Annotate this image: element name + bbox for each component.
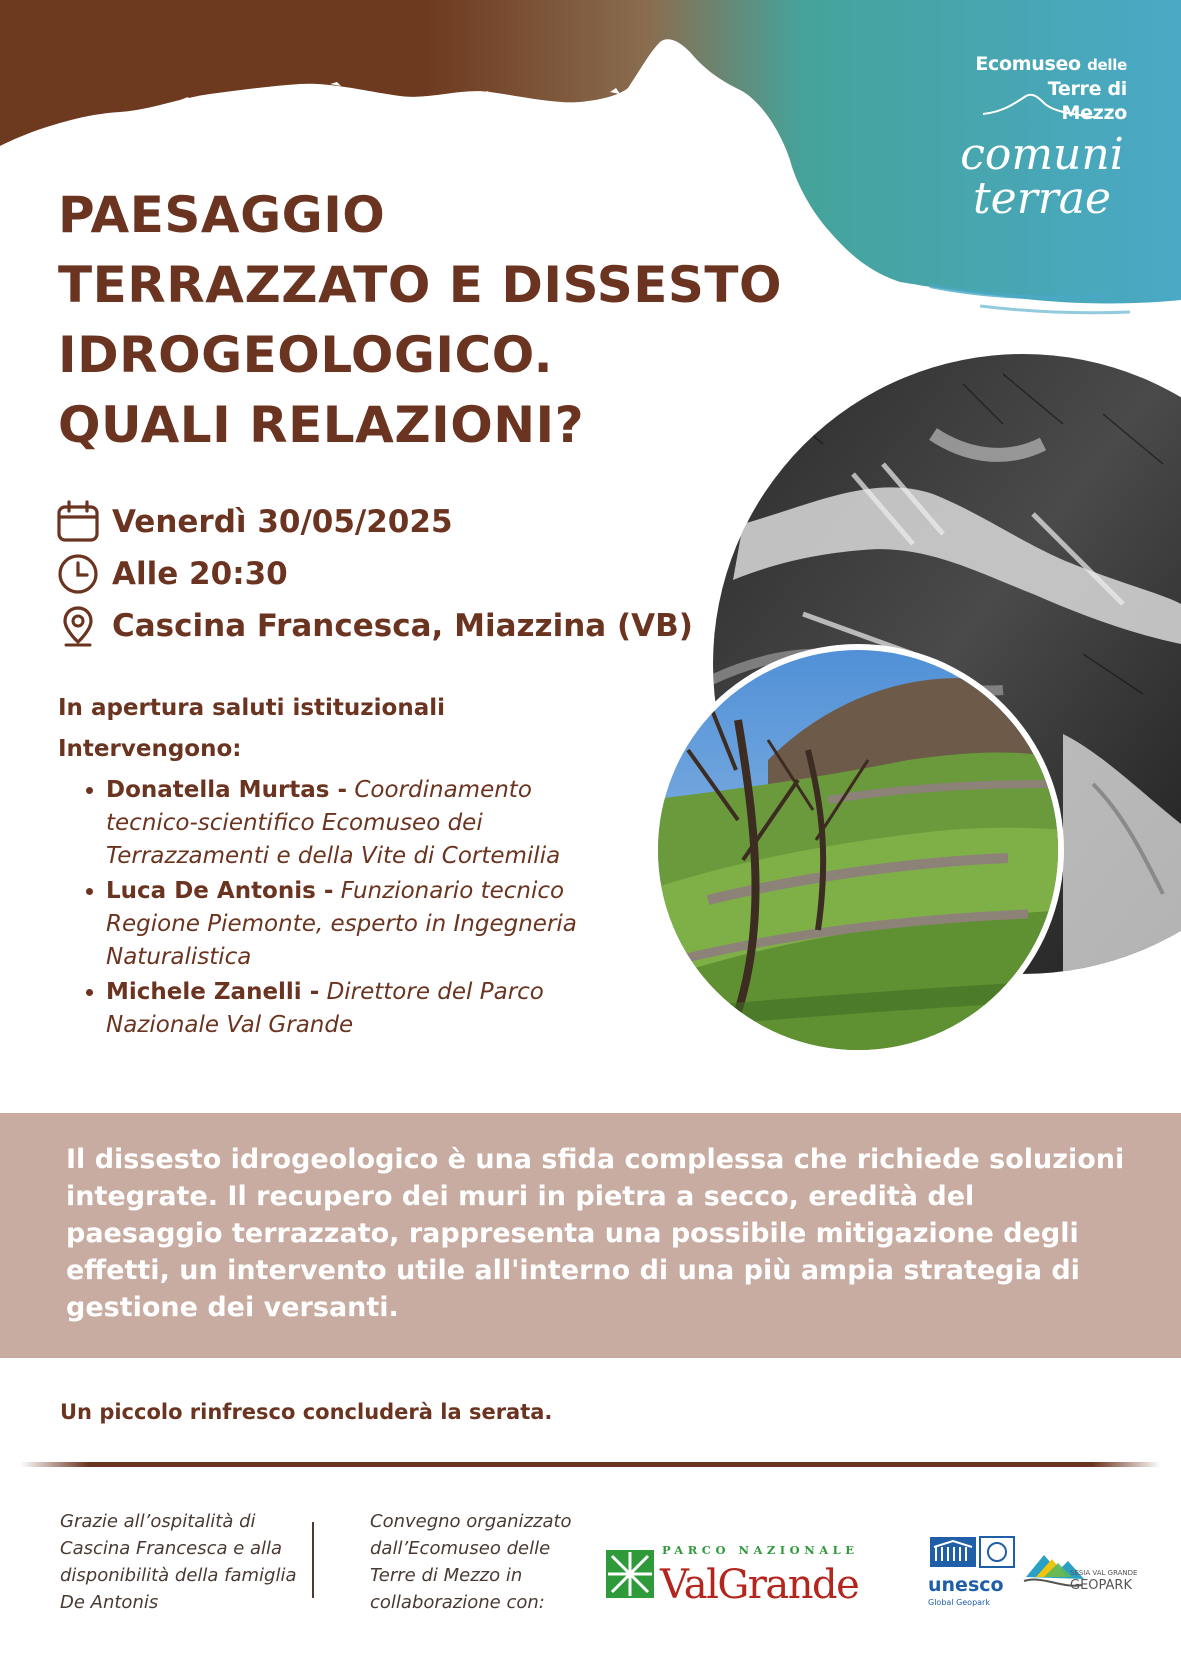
opening-text: In apertura saluti istituzionali bbox=[58, 695, 446, 721]
valgrande-top-text: PARCO NAZIONALE bbox=[662, 1543, 859, 1557]
event-time-text: Alle 20:30 bbox=[112, 556, 288, 592]
logo-text-2: Terre di bbox=[1047, 78, 1127, 100]
event-date-text: Venerdì 30/05/2025 bbox=[112, 504, 453, 540]
speakers-list bbox=[58, 774, 618, 1042]
location-pin-icon bbox=[56, 604, 100, 648]
event-info bbox=[56, 496, 693, 652]
unesco-logo bbox=[926, 1535, 1036, 1611]
terraces-photo bbox=[648, 640, 1068, 1060]
speaker-name: Michele Zanelli - bbox=[106, 979, 320, 1005]
event-date bbox=[56, 496, 693, 548]
event-location bbox=[56, 600, 693, 652]
logo-script-line-1: comuni bbox=[960, 129, 1124, 180]
logo-script bbox=[937, 129, 1127, 224]
closing-text: Un piccolo rinfresco concluderà la serata. bbox=[60, 1400, 553, 1424]
title-line-3: IDROGEOLOGICO. bbox=[58, 326, 554, 384]
speaker-role: Coordinamento tecnico-scientifico Ecomuseo dei Terrazzamenti e della Vite di Cortemilia bbox=[106, 777, 561, 869]
list-item bbox=[106, 976, 618, 1042]
logo-text: Ecomuseo bbox=[975, 53, 1081, 75]
event-location-text: Cascina Francesca, Miazzina (VB) bbox=[112, 608, 693, 644]
logo-script-line-2: terrae bbox=[972, 173, 1112, 224]
list-item bbox=[106, 774, 618, 873]
logo-mountain-icon bbox=[981, 84, 1101, 124]
speakers-heading: Intervengono: bbox=[58, 736, 242, 762]
program-section bbox=[58, 692, 618, 1044]
speaker-role: Direttore del Parco Nazionale Val Grande bbox=[106, 979, 544, 1038]
logo-text-3: Mezzo bbox=[1061, 102, 1127, 124]
speaker-role: Funzionario tecnico Regione Piemonte, esperto in Ingegneria Naturalistica bbox=[106, 878, 577, 970]
event-time bbox=[56, 548, 693, 600]
divider bbox=[20, 1462, 1161, 1467]
thanks-text: Grazie all’ospitalità di Cascina Francesca e alla disponibilità della famiglia De Antonis bbox=[60, 1511, 297, 1613]
title-line-1: PAESAGGIO bbox=[58, 186, 386, 244]
calendar-icon bbox=[56, 500, 100, 544]
geopark-top-text: SESIA VAL GRANDE bbox=[1070, 1569, 1138, 1577]
ecomuseo-logo bbox=[937, 52, 1127, 224]
unesco-sub-text: Global Geopark bbox=[928, 1598, 990, 1607]
geopark-logo bbox=[1022, 1545, 1144, 1605]
organizer-text: Convegno organizzato dall’Ecomuseo delle Terre di Mezzo in collaborazione con: bbox=[370, 1511, 572, 1613]
speaker-name: Luca De Antonis - bbox=[106, 878, 334, 904]
list-item bbox=[106, 875, 618, 974]
valgrande-logo bbox=[604, 1540, 880, 1604]
speaker-name: Donatella Murtas - bbox=[106, 777, 348, 803]
valgrande-main-text: ValGrande bbox=[660, 1562, 859, 1604]
title-line-2: TERRAZZATO E DISSESTO bbox=[58, 256, 783, 314]
geopark-main-text: GEOPARK bbox=[1070, 1578, 1132, 1593]
footer-divider bbox=[312, 1522, 314, 1598]
logo-text-small: delle bbox=[1087, 56, 1127, 74]
description-text: Il dissesto idrogeologico è una sfida complessa che richiede soluzioni integrate. Il recupero dei muri in pietra a secco, eredità del paesaggio terrazzato, rappresenta una possibile mitigazione degli effetti, un intervento utile all'interno di una più ampia strategia di gestione dei versanti. bbox=[66, 1144, 1125, 1323]
unesco-text: unesco bbox=[928, 1574, 1004, 1596]
description-band bbox=[0, 1113, 1181, 1358]
title-line-4: QUALI RELAZIONI? bbox=[58, 396, 585, 454]
clock-icon bbox=[56, 552, 100, 596]
